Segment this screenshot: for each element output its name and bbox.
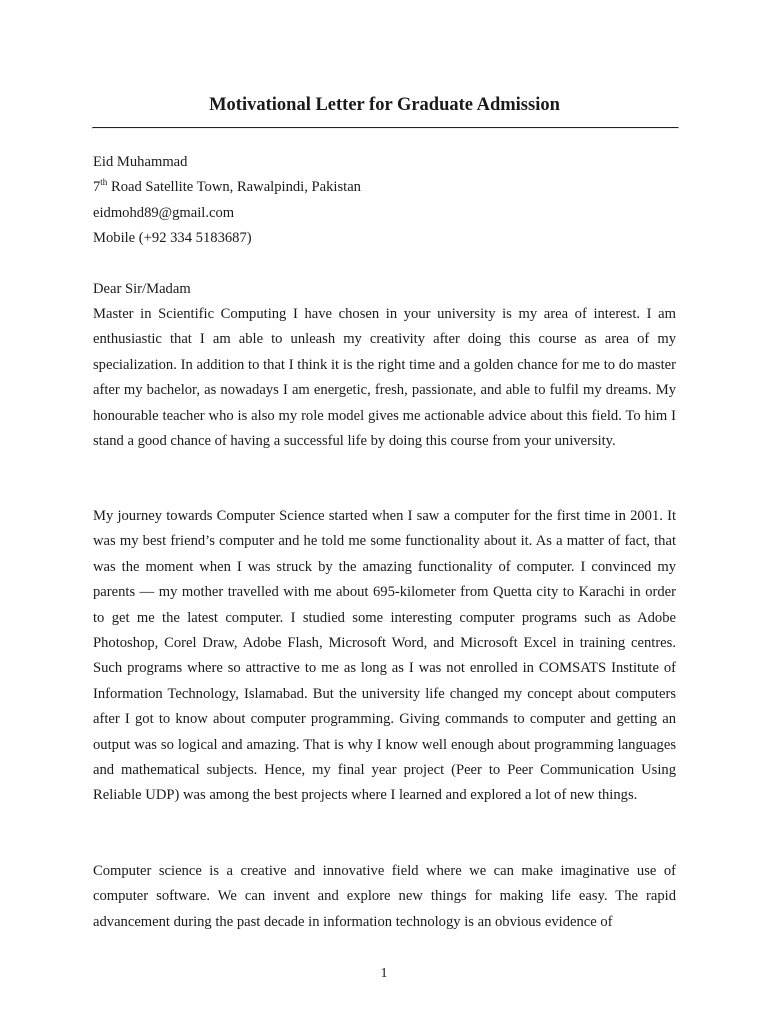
document-title: Motivational Letter for Graduate Admission	[209, 95, 560, 115]
paragraph-computer-science: Computer science is a creative and innovative field where we can make imaginative use of computer software. We can invent and explore new things for making life easy. The rapid advancement during the past decade in information technology is an obvious evidence of	[93, 863, 676, 930]
salutation: Dear Sir/Madam	[93, 281, 191, 297]
address-ordinal-suffix: th	[100, 177, 108, 188]
sender-address	[93, 175, 676, 200]
address-ordinal: 7	[93, 179, 101, 196]
address-text: Road Satellite Town, Rawalpindi, Pakistan	[107, 179, 361, 196]
sender-address-block	[93, 150, 676, 252]
title-divider	[92, 127, 679, 129]
sender-email: eidmohd89@gmail.com	[93, 204, 235, 221]
page-number: 1	[380, 966, 388, 981]
sender-name: Eid Muhammad	[93, 154, 188, 170]
sender-mobile: Mobile (+92 334 5183687)	[93, 230, 252, 247]
paragraph-journey: My journey towards Computer Science started when I saw a computer for the first time in 2001. It was my best friend’s computer and he told me some functionality about it. As a matter of fact, that was the moment when I was struck by the amazing functionality of computer. I convinced my parents — my mother travelled with me about 695-kilometer from Quetta city to Karachi in order to get me the latest computer. I studied some interesting computer programs such as Adobe Photoshop, Corel Draw, Adobe Flash, Microsoft Word, and Microsoft Excel in training centres. Such programs where so attractive to me as long as I was not enrolled in COMSATS Institute of Information Technology, Islamabad. But the university life changed my concept about computers after I got to know about computer programming. Giving commands to computer and getting an output was so logical and amazing. That is why I know well enough about programming languages and mathematical subjects. Hence, my final year project (Peer to Peer Communication Using Reliable UDP) was among the best projects where I learned and explored a lot of new things.	[93, 508, 676, 804]
paragraph-interest: Master in Scientific Computing I have chosen in your university is my area of interest. I am enthusiastic that I am able to unleash my creativity after doing this course as area of my specialization. In addition to that I think it is the right time and a golden chance for me to do master after my bachelor, as nowadays I am energetic, fresh, passionate, and able to fulfil my dreams. My honourable teacher who is also my role model gives me actionable advice about this field. To him I stand a good chance of having a successful life by doing this course from your university.	[93, 306, 676, 450]
